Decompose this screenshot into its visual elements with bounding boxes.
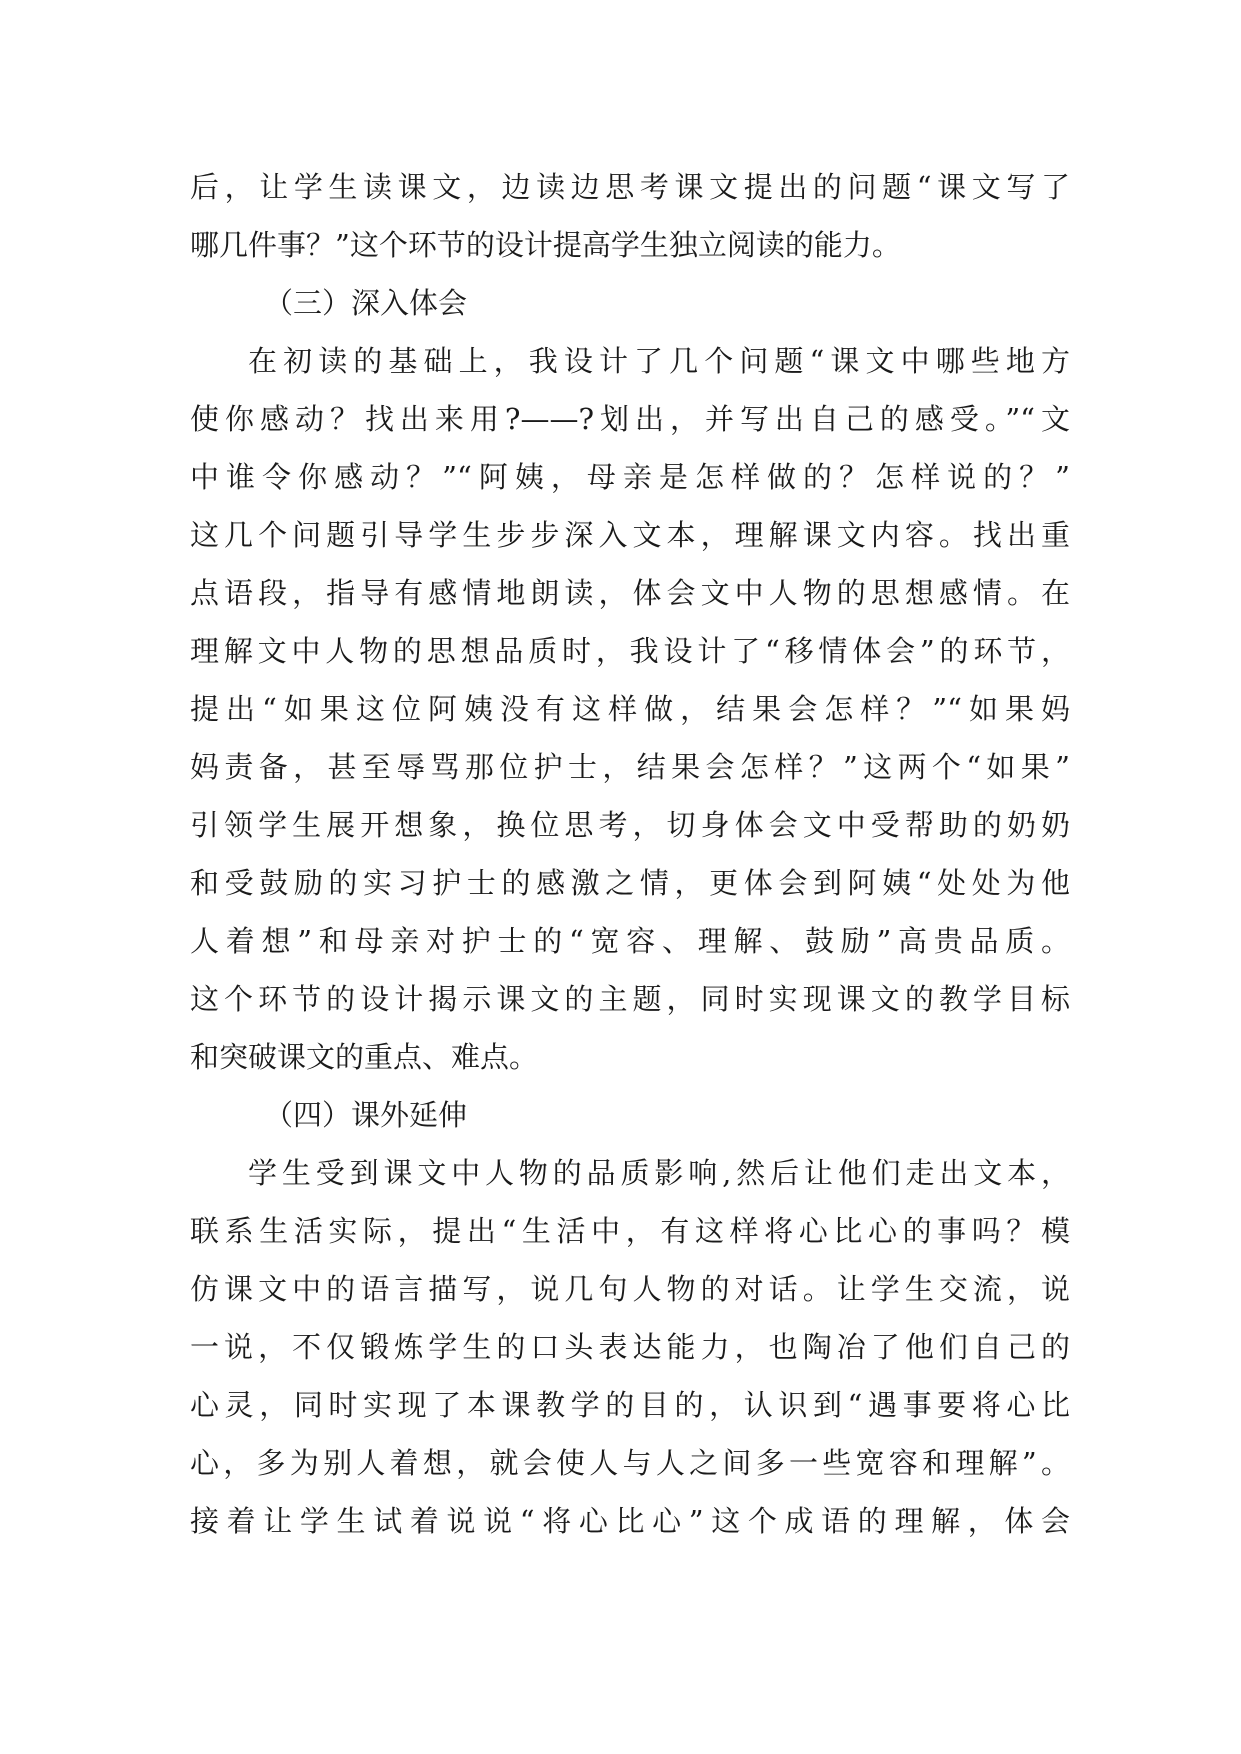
text-line-18: 学生受到课文中人物的品质影响,然后让他们走出文本， xyxy=(248,1156,1070,1190)
text-line-23: 心，多为别人着想，就会使人与人之间多一些宽容和理解”。 xyxy=(190,1446,1070,1480)
text-line-14: 人着想”和母亲对护士的“宽容、理解、鼓励”高贵品质。 xyxy=(190,924,1070,958)
document-page xyxy=(190,158,1070,1550)
text-line-2: 哪几件事？”这个环节的设计提高学生独立阅读的能力。 xyxy=(190,228,901,262)
section-heading-3: （三）深入体会 xyxy=(264,286,468,320)
text-line-16: 和突破课文的重点、难点。 xyxy=(190,1040,539,1074)
text-line-10: 提出“如果这位阿姨没有这样做，结果会怎样？”“如果妈 xyxy=(190,692,1070,726)
text-line-11: 妈责备，甚至辱骂那位护士，结果会怎样？”这两个“如果” xyxy=(190,750,1070,784)
text-line-22: 心灵，同时实现了本课教学的目的，认识到“遇事要将心比 xyxy=(190,1388,1070,1422)
text-line-6: 中谁令你感动？”“阿姨，母亲是怎样做的？怎样说的？” xyxy=(190,460,1070,494)
text-line-12: 引领学生展开想象，换位思考，切身体会文中受帮助的奶奶 xyxy=(190,808,1070,842)
text-line-19: 联系生活实际，提出“生活中，有这样将心比心的事吗？模 xyxy=(190,1214,1070,1248)
text-line-5: 使你感动？找出来用?——?划出，并写出自己的感受。”“文 xyxy=(190,402,1070,436)
text-line-13: 和受鼓励的实习护士的感激之情，更体会到阿姨“处处为他 xyxy=(190,866,1070,900)
text-line-21: 一说，不仅锻炼学生的口头表达能力，也陶冶了他们自己的 xyxy=(190,1330,1070,1364)
text-line-8: 点语段，指导有感情地朗读，体会文中人物的思想感情。在 xyxy=(190,576,1070,610)
text-line-7: 这几个问题引导学生步步深入文本，理解课文内容。找出重 xyxy=(190,518,1070,552)
text-line-4: 在初读的基础上，我设计了几个问题“课文中哪些地方 xyxy=(248,344,1070,378)
text-line-1: 后，让学生读课文，边读边思考课文提出的问题“课文写了 xyxy=(190,170,1070,204)
text-line-9: 理解文中人物的思想品质时，我设计了“移情体会”的环节， xyxy=(190,634,1070,668)
text-line-24: 接着让学生试着说说“将心比心”这个成语的理解，体会 xyxy=(190,1504,1070,1538)
section-heading-4: （四）课外延伸 xyxy=(264,1098,468,1132)
text-line-15: 这个环节的设计揭示课文的主题，同时实现课文的教学目标 xyxy=(190,982,1070,1016)
text-line-20: 仿课文中的语言描写，说几句人物的对话。让学生交流，说 xyxy=(190,1272,1070,1306)
